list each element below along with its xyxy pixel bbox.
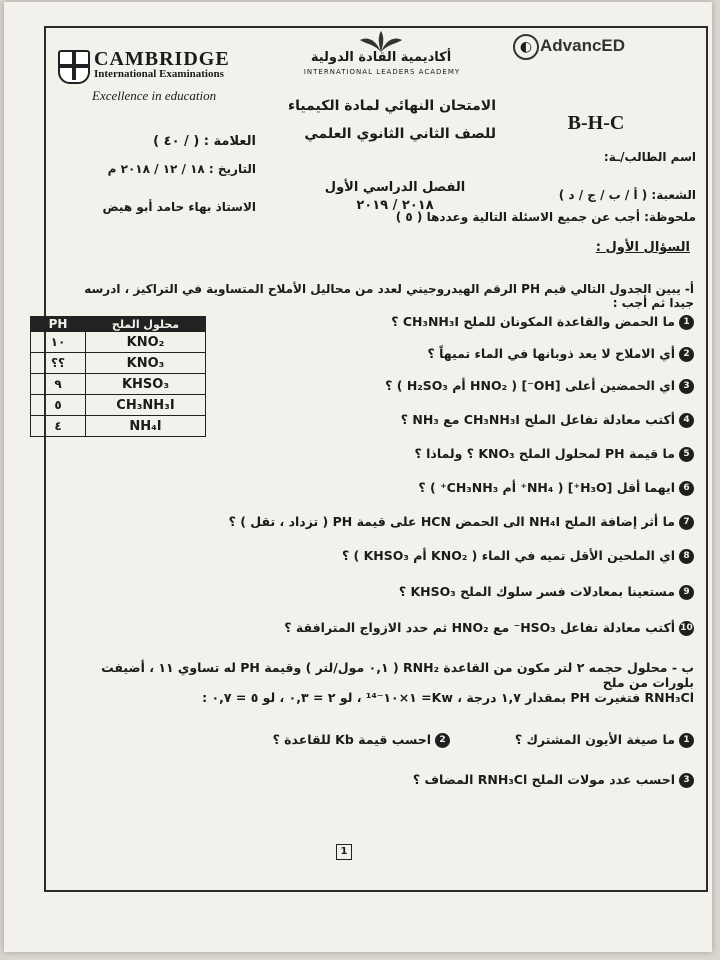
salt-ph-table: [30, 316, 206, 437]
cambridge-title: CAMBRIDGE: [94, 48, 230, 70]
question-intro: أ- يبين الجدول التالي قيم PH الرقم الهيدروجيني لعدد من محاليل الأملاح المتساوية في التراكيز ، ادرسه جيدا ثم أجب :: [84, 282, 694, 310]
academy-name-en: INTERNATIONAL LEADERS ACADEMY: [303, 68, 461, 76]
salt-cell: KNO₃: [86, 353, 206, 374]
academic-year: ٢٠١٨ / ٢٠١٩: [356, 198, 434, 213]
question-text: ما صيغة الأيون المشترك ؟: [514, 732, 675, 747]
salt-cell: KHSO₃: [86, 374, 206, 395]
ph-cell: ٩: [31, 374, 86, 395]
question-text: احسب عدد مولات الملح RNH₃Cl المضاف ؟: [412, 772, 675, 787]
part-b-item: [460, 732, 694, 748]
question-text: أكتب معادلة تفاعل الملح CH₃NH₃I مع NH₃ ؟: [400, 412, 675, 427]
question-text: أكتب معادلة تفاعل HSO₃⁻ مع HNO₂ ثم حدد الازواج المترافقة ؟: [284, 620, 675, 635]
question-item: [220, 480, 694, 496]
question-number: 2: [679, 347, 694, 362]
question-number: 9: [679, 585, 694, 600]
question-item: [120, 514, 694, 530]
teacher-name: الاستاذ بهاء حامد أبو هيض: [102, 200, 256, 214]
question-item: [220, 620, 694, 636]
question-text: مستعينا بمعادلات فسر سلوك الملح KHSO₃ ؟: [398, 584, 675, 599]
grade-field: العلامة : ( / ٤٠ ): [153, 134, 256, 149]
table-row: [31, 332, 206, 353]
exam-title-line1: الامتحان النهائي لمادة الكيمياء: [288, 98, 496, 114]
ph-cell: ؟؟: [31, 353, 86, 374]
part-b-item: [360, 772, 694, 788]
exam-title-line2: للصف الثاني الثانوي العلمي: [304, 126, 496, 142]
question-number: 3: [679, 773, 694, 788]
semester: الفصل الدراسي الأول: [324, 180, 466, 195]
question-number: 10: [679, 621, 694, 636]
salt-cell: KNO₂: [86, 332, 206, 353]
instructions-note: ملحوظة: أجب عن جميع الاسئلة التالية وعددها ( ٥ ): [395, 210, 696, 224]
question-text: اي الملحين الأقل تميه في الماء ( KNO₂ أم KHSO₃ ) ؟: [341, 548, 675, 563]
table-header-salt: محلول الملح: [86, 317, 206, 332]
question-text: ايهما أقل [H₃O⁺] ( NH₄⁺ أم CH₃NH₃⁺ ) ؟: [418, 480, 675, 495]
question-item: [220, 584, 694, 600]
table-header-ph: PH: [31, 317, 86, 332]
question-number: 2: [435, 733, 450, 748]
ph-cell: ٤: [31, 416, 86, 437]
question-item: [220, 346, 694, 362]
question-text: ما الحمض والقاعدة المكونان للملح CH₃NH₃I ؟: [391, 314, 675, 329]
question-item: [220, 446, 694, 462]
question-number: 8: [679, 549, 694, 564]
date-field: التاريخ : ١٨ / ١٢ / ٢٠١٨ م: [107, 162, 256, 176]
part-b-text-2: RNH₃Cl فتغيرت PH بمقدار ١,٧ درجة ، Kw= ١×١٠⁻¹⁴ ، لو ٢ = ٠,٣ ، لو ٥ = ٠,٧ :: [202, 690, 694, 705]
question-heading: السؤال الأول :: [595, 240, 690, 255]
part-b-text-1: ب - محلول حجمه ٢ لتر مكون من القاعدة RNH₂ ( ٠,١ مول/لتر ) وقيمة PH له تساوي ١١ ، أضيفت بلورات من ملح: [101, 660, 694, 690]
advanced-logo: AdvancED: [540, 36, 626, 55]
student-name-field: اسم الطالب/ـة:: [603, 150, 696, 164]
page-number: 1: [336, 844, 352, 860]
table-row: [31, 395, 206, 416]
cambridge-tagline: Excellence in education: [92, 88, 217, 103]
advanced-logo-icon: ◐: [513, 34, 539, 60]
question-text: أي الاملاح لا يعد ذوبانها في الماء تميهاً ؟: [427, 346, 675, 361]
table-row: [31, 416, 206, 437]
question-number: 7: [679, 515, 694, 530]
question-number: 5: [679, 447, 694, 462]
question-text: احسب قيمة Kb للقاعدة ؟: [272, 732, 431, 747]
question-number: 1: [679, 315, 694, 330]
academy-name-ar: أكاديمية القادة الدولية: [310, 50, 452, 65]
section-field: الشعبة: ( أ / ب / ج / د ): [558, 188, 696, 202]
part-b-item: [240, 732, 450, 748]
question-number: 4: [679, 413, 694, 428]
ph-cell: ٥: [31, 395, 86, 416]
question-item: [220, 548, 694, 564]
exam-title: [286, 92, 496, 148]
question-item: [220, 378, 694, 394]
ph-cell: ١٠: [31, 332, 86, 353]
question-text: اي الحمضين أعلى [OH⁻] ( HNO₂ أم H₂SO₃ ) ؟: [385, 378, 675, 393]
question-number: 1: [679, 733, 694, 748]
salt-cell: NH₄I: [86, 416, 206, 437]
cambridge-subtitle: International Examinations: [94, 68, 224, 80]
question-number: 6: [679, 481, 694, 496]
question-number: 3: [679, 379, 694, 394]
question-text: ما قيمة PH لمحلول الملح KNO₃ ؟ ولماذا ؟: [414, 446, 675, 461]
table-row: [31, 374, 206, 395]
salt-cell: CH₃NH₃I: [86, 395, 206, 416]
table-row: [31, 353, 206, 374]
handwritten-code: B-H-C: [567, 112, 625, 134]
question-item: [220, 412, 694, 428]
question-text: ما أثر إضافة الملح NH₄I الى الحمض HCN على قيمة PH ( تزداد ، تقل ) ؟: [228, 514, 675, 529]
cambridge-shield-icon: [58, 50, 90, 84]
question-item: [220, 314, 694, 330]
